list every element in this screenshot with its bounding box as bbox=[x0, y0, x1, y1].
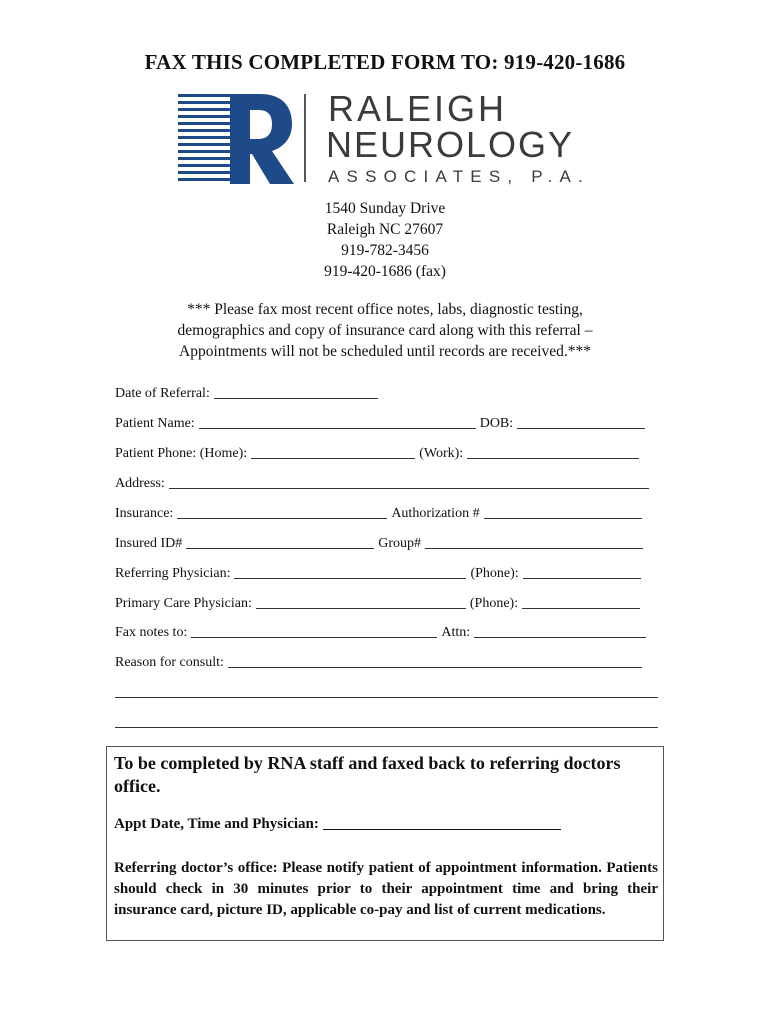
patient-phone-home-input[interactable] bbox=[251, 458, 415, 459]
address-city: Raleigh NC 27607 bbox=[326, 221, 444, 238]
referring-phone-input[interactable] bbox=[523, 578, 641, 579]
dob-label: DOB: bbox=[479, 416, 514, 431]
address-street: 1540 Sunday Drive bbox=[324, 200, 446, 217]
fax-notes-to-input[interactable] bbox=[191, 637, 437, 638]
fax-notes-to-label: Fax notes to: bbox=[115, 625, 188, 640]
logo-text-neurology: NEUROLOGY bbox=[326, 124, 575, 165]
page-title: FAX THIS COMPLETED FORM TO: 919-420-1686 bbox=[144, 50, 626, 74]
patient-phone-home-label: Patient Phone: (Home): bbox=[115, 446, 248, 461]
address-fax: 919-420-1686 (fax) bbox=[324, 263, 446, 280]
insured-id-input[interactable] bbox=[186, 548, 374, 549]
patient-name-label: Patient Name: bbox=[115, 416, 195, 431]
primary-phone-input[interactable] bbox=[522, 608, 640, 609]
reason-for-consult-line-3[interactable] bbox=[115, 727, 658, 728]
appt-input[interactable] bbox=[323, 829, 561, 830]
notice-line-1: *** Please fax most recent office notes, labs, diagnostic testing, bbox=[187, 301, 583, 318]
reason-for-consult-row bbox=[115, 651, 660, 671]
referring-phone-label: (Phone): bbox=[470, 566, 519, 581]
insured-id-label: Insured ID# bbox=[115, 536, 183, 551]
fax-notes-row bbox=[115, 621, 660, 641]
dob-input[interactable] bbox=[517, 428, 645, 429]
attn-input[interactable] bbox=[474, 637, 646, 638]
insured-id-row bbox=[115, 532, 660, 552]
staff-section-heading: To be completed by RNA staff and faxed back to referring doctors office. bbox=[114, 753, 621, 796]
authorization-input[interactable] bbox=[484, 518, 642, 519]
address-row bbox=[115, 472, 660, 492]
appt-label: Appt Date, Time and Physician: bbox=[114, 816, 319, 832]
insurance-input[interactable] bbox=[177, 518, 387, 519]
patient-phone-row bbox=[115, 442, 660, 462]
address-input[interactable] bbox=[169, 488, 649, 489]
group-input[interactable] bbox=[425, 548, 643, 549]
appt-row bbox=[114, 816, 565, 833]
work-phone-input[interactable] bbox=[467, 458, 639, 459]
date-of-referral-row bbox=[115, 382, 660, 402]
address-phone: 919-782-3456 bbox=[341, 242, 429, 259]
date-of-referral-label: Date of Referral: bbox=[115, 386, 210, 401]
staff-section-note: Referring doctor’s office: Please notify patient of appointment information. Patients should check in 30 minutes prior to their appointment time and bring their insurance card, picture ID, applicable co-pay and list of current medications. bbox=[114, 860, 658, 918]
patient-name-input[interactable] bbox=[199, 428, 476, 429]
attn-label: Attn: bbox=[441, 625, 471, 640]
date-of-referral-input[interactable] bbox=[214, 398, 378, 399]
reason-for-consult-input[interactable] bbox=[228, 667, 642, 668]
group-label: Group# bbox=[378, 536, 422, 551]
logo-text-associates: ASSOCIATES, P.A. bbox=[328, 167, 590, 186]
insurance-row bbox=[115, 502, 660, 522]
notice-line-2: demographics and copy of insurance card along with this referral – bbox=[177, 322, 593, 339]
work-phone-label: (Work): bbox=[419, 446, 464, 461]
primary-care-physician-input[interactable] bbox=[256, 608, 466, 609]
referring-physician-input[interactable] bbox=[234, 578, 466, 579]
primary-care-physician-label: Primary Care Physician: bbox=[115, 596, 252, 611]
logo-text-raleigh: RALEIGH bbox=[328, 88, 508, 129]
notice-line-3: Appointments will not be scheduled until records are received.*** bbox=[179, 343, 591, 360]
address-label: Address: bbox=[115, 476, 165, 491]
insurance-label: Insurance: bbox=[115, 506, 174, 521]
referring-physician-row bbox=[115, 562, 660, 582]
referring-physician-label: Referring Physician: bbox=[115, 566, 231, 581]
primary-phone-label: (Phone): bbox=[469, 596, 519, 611]
reason-for-consult-label: Reason for consult: bbox=[115, 655, 224, 670]
primary-care-row bbox=[115, 592, 660, 612]
reason-for-consult-line-2[interactable] bbox=[115, 697, 658, 698]
authorization-label: Authorization # bbox=[391, 506, 480, 521]
patient-name-row bbox=[115, 412, 660, 432]
